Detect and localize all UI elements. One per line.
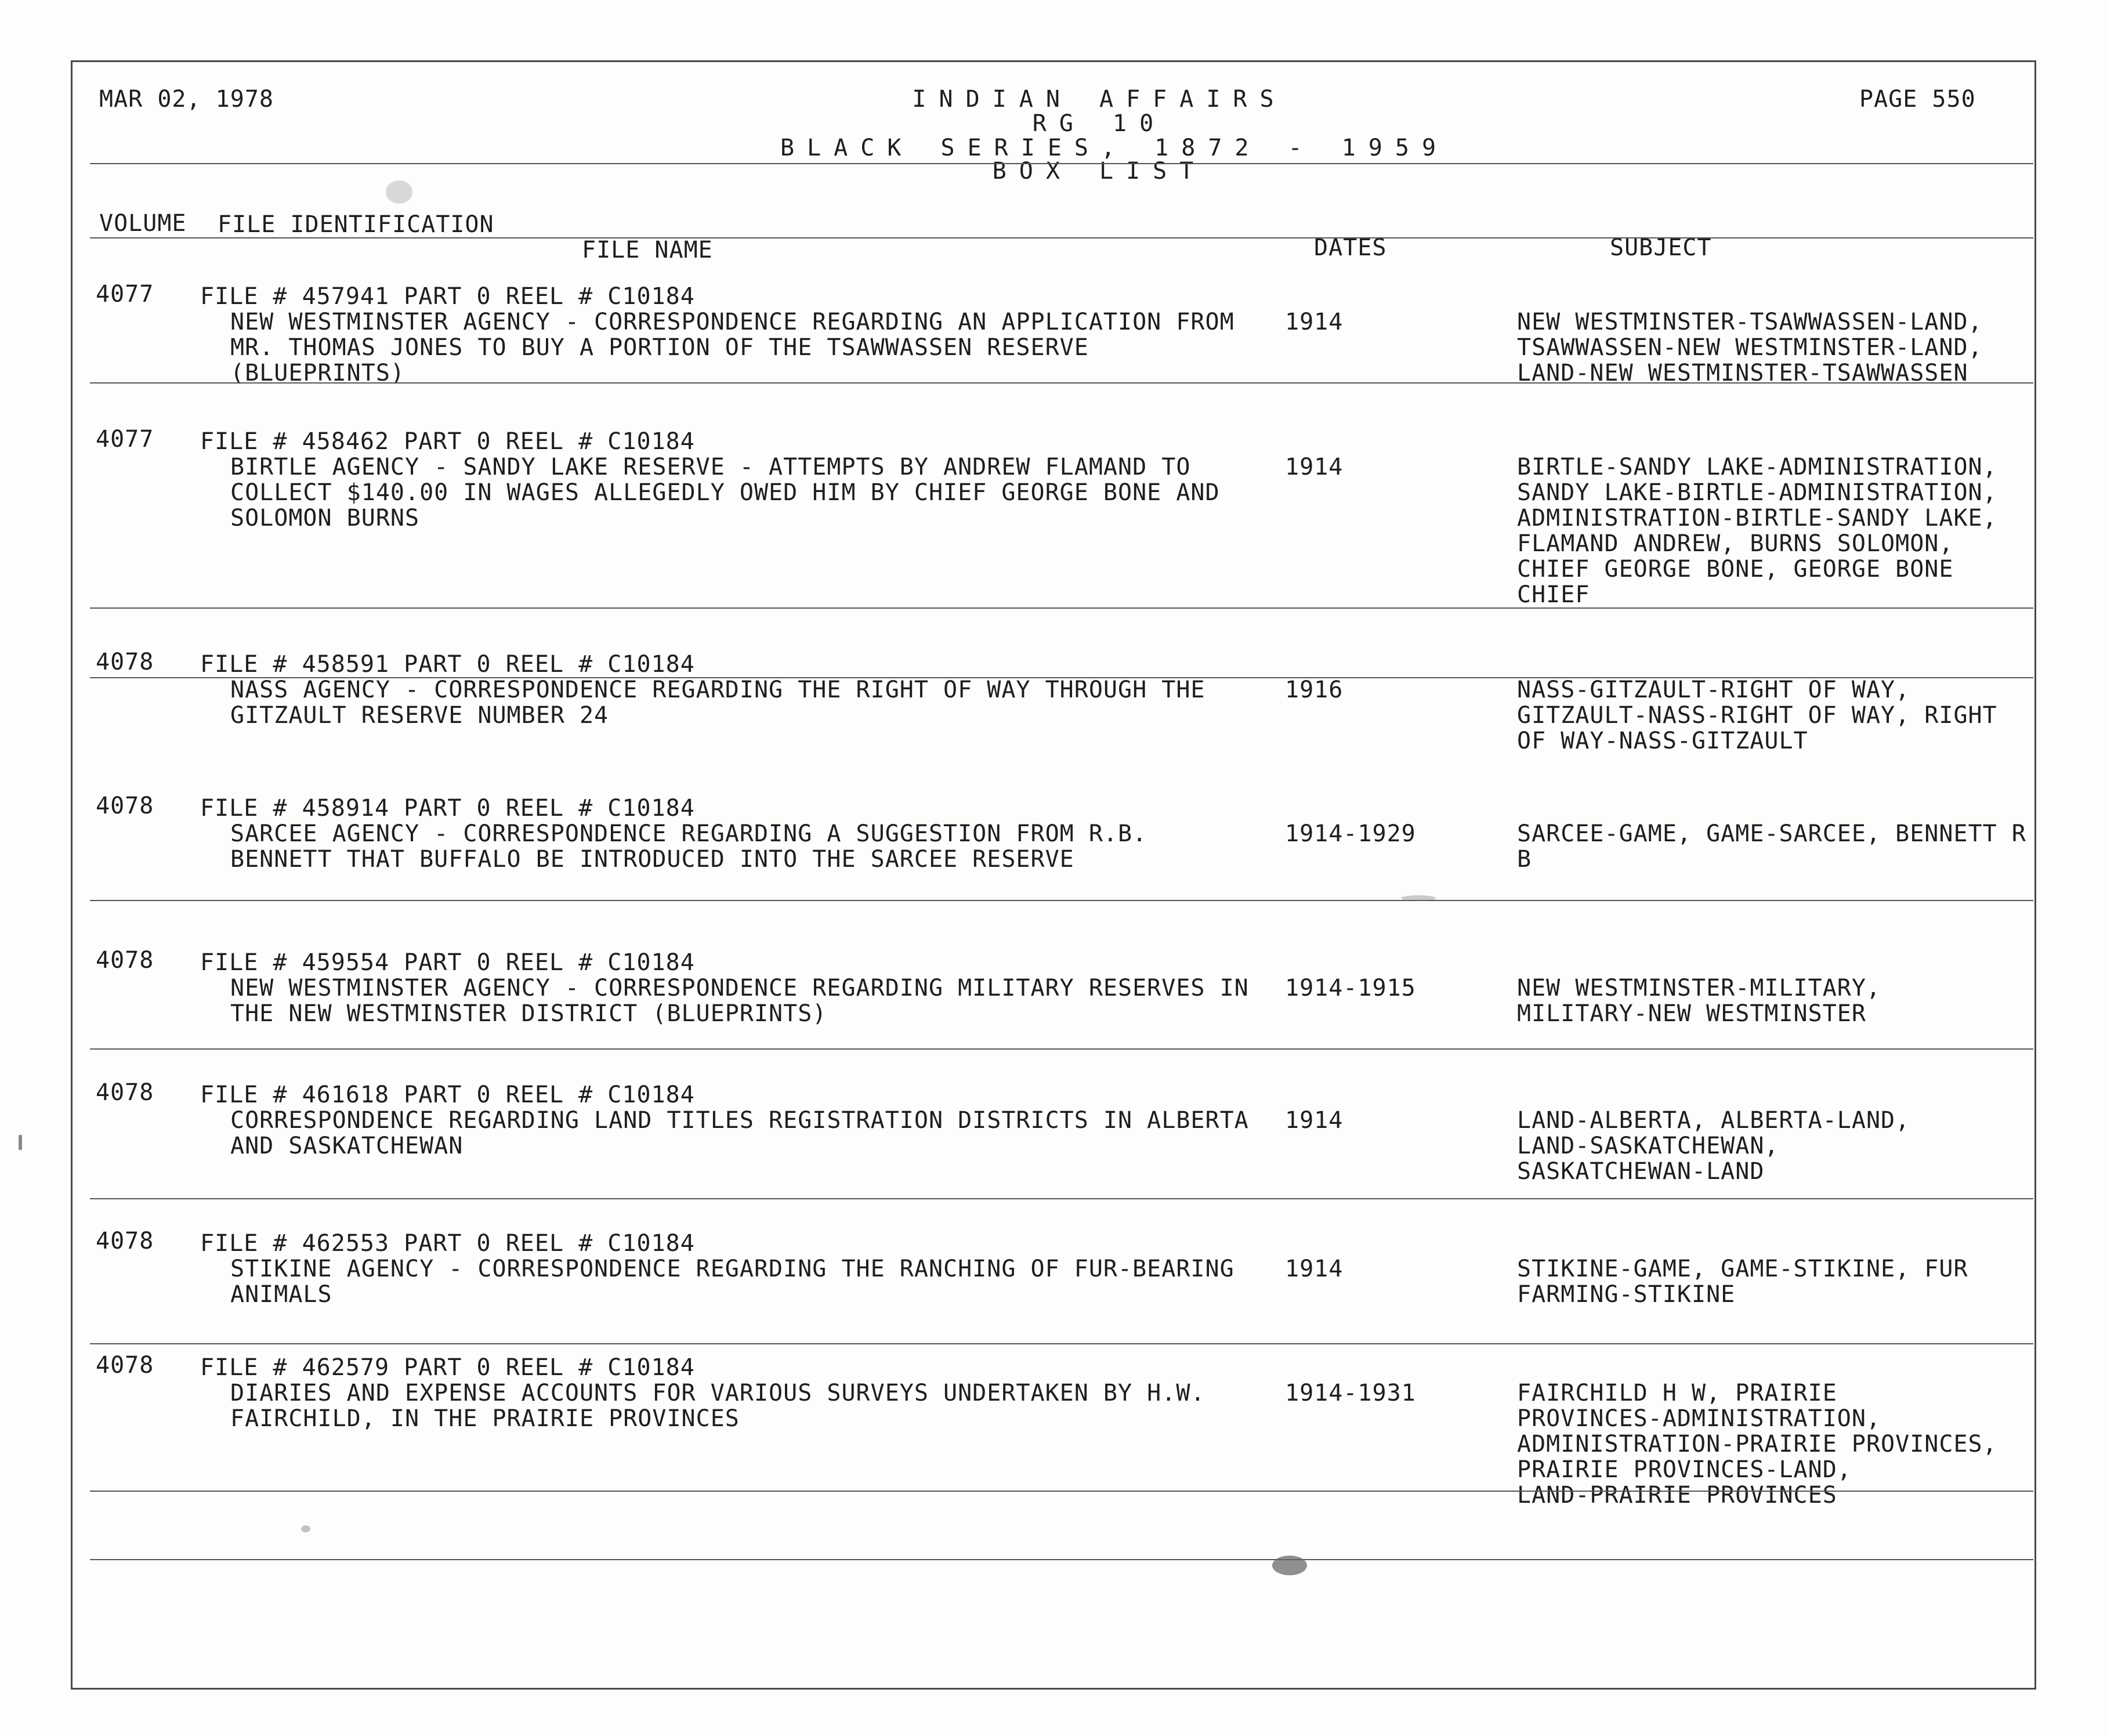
entry-subject-line: NEW WESTMINSTER-TSAWWASSEN-LAND, xyxy=(1517,309,1983,335)
col-file-name: FILE NAME xyxy=(582,237,713,263)
row-rule xyxy=(90,1491,2033,1492)
entry-subject-line: PRAIRIE PROVINCES-LAND, xyxy=(1517,1456,1852,1483)
ink-smudge xyxy=(1401,895,1436,901)
entry-subject-line: SANDY LAKE-BIRTLE-ADMINISTRATION, xyxy=(1517,479,1997,506)
entry-file-name-line: STIKINE AGENCY - CORRESPONDENCE REGARDING THE RANCHING OF FUR-BEARING xyxy=(230,1256,1234,1282)
row-rule xyxy=(90,677,2033,678)
entry-subject-line: ADMINISTRATION-BIRTLE-SANDY LAKE, xyxy=(1517,505,1997,531)
entry-file-id: FILE # 462579 PART 0 REEL # C10184 xyxy=(200,1354,695,1381)
row-rule xyxy=(90,1198,2033,1199)
entry-subject-line: OF WAY-NASS-GITZAULT xyxy=(1517,728,1808,754)
entry-subject-line: GITZAULT-NASS-RIGHT OF WAY, RIGHT xyxy=(1517,702,1997,729)
entry-file-name-line: NEW WESTMINSTER AGENCY - CORRESPONDENCE REGARDING MILITARY RESERVES IN xyxy=(230,975,1249,1001)
row-rule xyxy=(90,900,2033,901)
entry-file-id: FILE # 461618 PART 0 REEL # C10184 xyxy=(200,1082,695,1108)
entry-subject-line: SASKATCHEWAN-LAND xyxy=(1517,1158,1765,1185)
row-rule xyxy=(90,1048,2033,1050)
entry-subject-line: LAND-ALBERTA, ALBERTA-LAND, xyxy=(1517,1107,1910,1134)
entry-dates: 1914 xyxy=(1285,1256,1344,1282)
entry-file-id: FILE # 458462 PART 0 REEL # C10184 xyxy=(200,428,695,455)
entry-subject-line: CHIEF GEORGE BONE, GEORGE BONE xyxy=(1517,556,1954,583)
entry-volume: 4078 xyxy=(96,793,154,819)
entry-file-name-line: AND SASKATCHEWAN xyxy=(230,1133,464,1159)
entry-file-name-line: GITZAULT RESERVE NUMBER 24 xyxy=(230,702,609,729)
ink-smudge xyxy=(386,180,412,204)
entry-volume: 4077 xyxy=(96,281,154,308)
entry-file-name-line: NEW WESTMINSTER AGENCY - CORRESPONDENCE REGARDING AN APPLICATION FROM xyxy=(230,309,1234,335)
col-volume: VOLUME xyxy=(99,210,187,237)
entry-file-name-line: BIRTLE AGENCY - SANDY LAKE RESERVE - ATTEMPTS BY ANDREW FLAMAND TO xyxy=(230,454,1191,480)
entry-volume: 4078 xyxy=(96,1352,154,1379)
entry-file-id: FILE # 457941 PART 0 REEL # C10184 xyxy=(200,283,695,310)
report-date: MAR 02, 1978 xyxy=(99,86,274,113)
entry-file-id: FILE # 458914 PART 0 REEL # C10184 xyxy=(200,795,695,822)
entry-file-name-line: NASS AGENCY - CORRESPONDENCE REGARDING THE RIGHT OF WAY THROUGH THE xyxy=(230,677,1205,703)
record-group: RG 10 xyxy=(1032,110,1167,137)
header-rule xyxy=(90,163,2033,164)
entry-dates: 1916 xyxy=(1285,677,1344,703)
entry-dates: 1914-1915 xyxy=(1285,975,1416,1001)
entry-file-id: FILE # 459554 PART 0 REEL # C10184 xyxy=(200,949,695,976)
ink-smudge xyxy=(301,1525,310,1532)
col-dates: DATES xyxy=(1314,234,1387,261)
entry-subject-line: BIRTLE-SANDY LAKE-ADMINISTRATION, xyxy=(1517,454,1997,480)
entry-subject-line: FLAMAND ANDREW, BURNS SOLOMON, xyxy=(1517,530,1954,557)
entry-subject-line: NASS-GITZAULT-RIGHT OF WAY, xyxy=(1517,677,1910,703)
list-type: BOX LIST xyxy=(992,158,1207,185)
margin-mark xyxy=(19,1135,22,1150)
entry-file-name-line: ANIMALS xyxy=(230,1281,332,1308)
entry-file-name-line: (BLUEPRINTS) xyxy=(230,360,405,386)
entry-file-name-line: SARCEE AGENCY - CORRESPONDENCE REGARDING A SUGGESTION FROM R.B. xyxy=(230,820,1147,847)
col-file-identification: FILE IDENTIFICATION xyxy=(218,211,494,238)
series-title: BLACK SERIES, 1872 - 1959 xyxy=(780,135,1449,161)
entry-subject-line: NEW WESTMINSTER-MILITARY, xyxy=(1517,975,1881,1001)
entry-dates: 1914-1931 xyxy=(1285,1380,1416,1406)
entry-volume: 4078 xyxy=(96,1079,154,1106)
row-rule xyxy=(90,1343,2033,1344)
entry-dates: 1914 xyxy=(1285,454,1344,480)
entry-file-name-line: THE NEW WESTMINSTER DISTRICT (BLUEPRINTS) xyxy=(230,1000,827,1027)
entry-subject-line: LAND-SASKATCHEWAN, xyxy=(1517,1133,1779,1159)
page-number: PAGE 550 xyxy=(1859,86,1976,113)
entry-subject-line: STIKINE-GAME, GAME-STIKINE, FUR xyxy=(1517,1256,1968,1282)
entry-subject-line: SARCEE-GAME, GAME-SARCEE, BENNETT R xyxy=(1517,820,2026,847)
entry-subject-line: LAND-NEW WESTMINSTER-TSAWWASSEN xyxy=(1517,360,1968,386)
entry-file-name-line: DIARIES AND EXPENSE ACCOUNTS FOR VARIOUS SURVEYS UNDERTAKEN BY H.W. xyxy=(230,1380,1205,1406)
report-title: INDIAN AFFAIRS xyxy=(912,86,1287,113)
row-rule xyxy=(90,1559,2033,1560)
entry-dates: 1914-1929 xyxy=(1285,820,1416,847)
row-rule xyxy=(90,607,2033,609)
entry-subject-line: PROVINCES-ADMINISTRATION, xyxy=(1517,1405,1881,1432)
entry-subject-line: MILITARY-NEW WESTMINSTER xyxy=(1517,1000,1866,1027)
entry-file-name-line: SOLOMON BURNS xyxy=(230,505,420,531)
entry-subject-line: B xyxy=(1517,846,1532,873)
entry-dates: 1914 xyxy=(1285,309,1344,335)
entry-subject-line: FARMING-STIKINE xyxy=(1517,1281,1736,1308)
entry-volume: 4078 xyxy=(96,1228,154,1254)
entry-volume: 4078 xyxy=(96,947,154,974)
entry-subject-line: CHIEF xyxy=(1517,581,1590,608)
entry-subject-line: LAND-PRAIRIE PROVINCES xyxy=(1517,1482,1837,1509)
entry-file-id: FILE # 462553 PART 0 REEL # C10184 xyxy=(200,1230,695,1257)
entry-subject-line: ADMINISTRATION-PRAIRIE PROVINCES, xyxy=(1517,1431,1997,1457)
printout-page xyxy=(71,60,2036,1690)
entry-volume: 4077 xyxy=(96,426,154,453)
entry-dates: 1914 xyxy=(1285,1107,1344,1134)
entry-file-name-line: MR. THOMAS JONES TO BUY A PORTION OF THE TSAWWASSEN RESERVE xyxy=(230,334,1089,361)
entry-volume: 4078 xyxy=(96,649,154,675)
column-rule xyxy=(90,237,2033,238)
entry-file-id: FILE # 458591 PART 0 REEL # C10184 xyxy=(200,651,695,678)
entry-file-name-line: CORRESPONDENCE REGARDING LAND TITLES REGISTRATION DISTRICTS IN ALBERTA xyxy=(230,1107,1249,1134)
ink-smudge xyxy=(1272,1556,1307,1575)
entry-file-name-line: BENNETT THAT BUFFALO BE INTRODUCED INTO THE SARCEE RESERVE xyxy=(230,846,1074,873)
entry-subject-line: FAIRCHILD H W, PRAIRIE xyxy=(1517,1380,1837,1406)
entry-file-name-line: COLLECT $140.00 IN WAGES ALLEGEDLY OWED HIM BY CHIEF GEORGE BONE AND xyxy=(230,479,1220,506)
col-subject: SUBJECT xyxy=(1610,234,1712,261)
entry-file-name-line: FAIRCHILD, IN THE PRAIRIE PROVINCES xyxy=(230,1405,740,1432)
entry-subject-line: TSAWWASSEN-NEW WESTMINSTER-LAND, xyxy=(1517,334,1983,361)
row-rule xyxy=(90,382,2033,384)
